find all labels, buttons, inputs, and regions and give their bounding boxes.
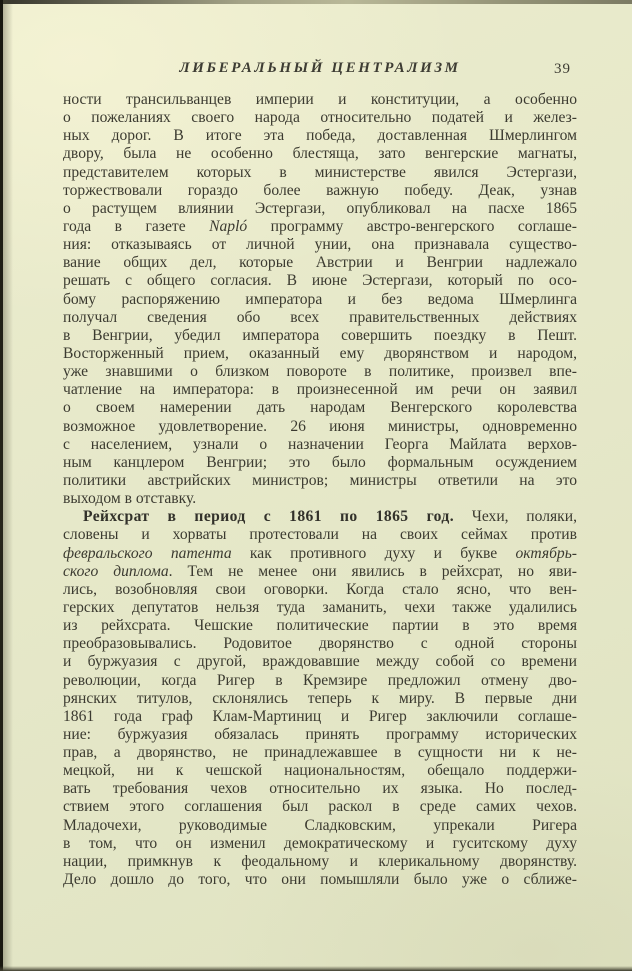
italic-text: ского диплома	[63, 562, 169, 580]
text-segment: политики австрийских министров; министры ответили на это	[63, 471, 577, 489]
text-segment: двору, была не особенно блестяща, зато венгерские магнаты,	[63, 145, 577, 163]
text-line	[63, 672, 577, 690]
text-line	[63, 871, 577, 889]
text-segment: уже знавшими о близком повороте в политике, произвел впе-	[63, 363, 577, 381]
text-segment: герских депутатов нельзя туда заманить, чехи также удалились	[63, 598, 577, 616]
text-segment: из рейхсрата. Чешские политические партии в это время	[63, 617, 577, 635]
text-line	[63, 708, 577, 726]
text-line	[63, 381, 577, 399]
text-line	[63, 309, 577, 327]
text-line	[63, 798, 577, 816]
text-line	[63, 545, 577, 563]
text-line	[63, 399, 577, 417]
page-number: 39	[554, 61, 571, 77]
text-segment: в том, что он изменил демократическому и гуситскому духу	[63, 834, 577, 852]
text-segment: прав, а дворянство, не принадлежавшее в сущности ни к не-	[63, 744, 577, 762]
text-line	[63, 853, 577, 871]
running-header-title: ЛИБЕРАЛЬНЫЙ ЦЕНТРАЛИЗМ	[179, 60, 461, 76]
text-segment: ных дорог. В итоге эта победа, доставленная Шмерлингом	[63, 127, 577, 145]
text-segment: нации, примкнув к феодальному и клерикальному дворянству.	[63, 852, 577, 870]
text-line	[63, 454, 577, 472]
text-line	[63, 726, 577, 744]
text-line	[63, 690, 577, 708]
text-line	[63, 363, 577, 381]
running-header	[63, 60, 577, 80]
text-line	[63, 218, 577, 236]
text-line	[63, 127, 577, 145]
text-line	[63, 345, 577, 363]
text-line	[63, 526, 577, 544]
text-segment: о растущем влиянии Эстергази, опубликовал на пасхе 1865	[63, 199, 577, 217]
text-segment: Дело дошло до того, что они помышляли было уже о сближе-	[63, 871, 577, 889]
text-line	[63, 91, 577, 109]
scan-edge-top	[0, 0, 632, 4]
text-line	[63, 563, 577, 581]
text-segment: как противного духу и букве	[231, 544, 516, 562]
text-segment: с населением, узнали о назначении Георга Майлата верхов-	[63, 435, 577, 453]
text-line	[63, 472, 577, 490]
text-segment: получал сведения обо всех правительственных действиях	[63, 308, 577, 326]
text-line	[63, 272, 577, 290]
text-line	[63, 762, 577, 780]
text-line	[63, 653, 577, 671]
text-line	[63, 200, 577, 218]
text-segment: революции, когда Ригер в Кремзире предложил отмену дво-	[63, 671, 577, 689]
text-segment: представителем которых в министерстве явился Эстергази,	[63, 163, 577, 181]
text-segment: 1861 года граф Клам-Мартиниц и Ригер заключили соглаше-	[63, 707, 577, 725]
text-line	[63, 291, 577, 309]
text-segment: вание общих дел, которые Австрии и Венгрии надлежало	[63, 254, 577, 272]
text-segment: лись, возобновляя свои оговорки. Когда стало ясно, что вен-	[63, 580, 577, 598]
text-segment: возможное удовлетворение. 26 июня министры, одновременно	[63, 417, 577, 435]
text-segment: программу австро-венгерского соглаше-	[247, 217, 577, 235]
scan-edge-left-shadow	[3, 0, 13, 971]
text-line	[63, 254, 577, 272]
text-segment: года в газете	[63, 217, 210, 235]
text-line	[63, 418, 577, 436]
text-segment: о пожеланиях своего народа относительно податей и желез-	[63, 109, 577, 127]
text-segment: бому распоряжению императора и без ведома Шмерлинга	[63, 290, 577, 308]
text-line	[63, 490, 577, 508]
text-segment: выходом в отставку.	[63, 490, 197, 508]
text-segment: вать требования чехов относительно их языка. Но послед-	[63, 780, 577, 798]
text-line	[63, 508, 577, 526]
italic-text: Napló	[209, 217, 248, 235]
italic-text: октябрь-	[515, 544, 577, 562]
text-segment: ния: отказываясь от личной унии, она признавала существо-	[63, 236, 577, 254]
text-segment: в Венгрии, убедил императора совершить поездку в Пешт.	[63, 326, 577, 344]
text-segment: . Тем не менее они явились в рейхсрат, но яви-	[168, 562, 577, 580]
text-line	[63, 327, 577, 345]
text-segment: Чехи, поляки,	[454, 508, 577, 526]
text-segment: ности трансильванцев империи и конституции, а особенно	[63, 91, 577, 108]
text-line	[63, 164, 577, 182]
text-segment: преобразовывались. Родовитое дворянство с одной стороны	[63, 635, 577, 653]
text-line	[63, 635, 577, 653]
italic-text: февральского патента	[63, 544, 232, 562]
text-line	[63, 817, 577, 835]
text-line	[63, 599, 577, 617]
text-line	[63, 145, 577, 163]
text-segment: рянских титулов, склонялись теперь к миру. В первые дни	[63, 689, 577, 707]
text-line	[63, 236, 577, 254]
text-segment: ствием этого соглашения был раскол в среде самих чехов.	[63, 798, 577, 816]
text-line	[63, 182, 577, 200]
text-line	[63, 581, 577, 599]
text-segment: ным канцлером Венгрии; это было формальным осуждением	[63, 453, 577, 471]
text-segment: словены и хорваты протестовали на своих сеймах против	[63, 526, 577, 544]
text-segment: торжествовали гораздо более важную победу. Деак, узнав	[63, 181, 577, 199]
text-segment: Младочехи, руководимые Сладковским, упрекали Ригера	[63, 816, 577, 834]
text-line	[63, 744, 577, 762]
text-segment: Восторженный прием, оказанный ему дворянством и народом,	[63, 344, 577, 362]
text-segment: мецкой, ни к чешской национальностям, обещало поддержи-	[63, 762, 577, 780]
text-segment: и буржуазия с другой, враждовавшие между собой со времени	[63, 653, 577, 671]
text-segment: ние: буржуазия обязалась принять программу исторических	[63, 725, 577, 743]
text-line	[63, 780, 577, 798]
text-segment: решать с общего согласия. В июне Эстергази, который по осо-	[63, 272, 577, 290]
text-segment: о своем намерении дать народам Венгерского королевства	[63, 399, 577, 417]
text-segment: чатление на императора: в произнесенной им речи он заявил	[63, 381, 577, 399]
text-line	[63, 617, 577, 635]
page-body	[63, 91, 577, 889]
text-line	[63, 109, 577, 127]
bold-text: Рейхсрат в период с 1861 по 1865 год.	[83, 508, 454, 526]
text-line	[63, 436, 577, 454]
text-line	[63, 835, 577, 853]
scan-edge-bottom	[0, 966, 632, 971]
